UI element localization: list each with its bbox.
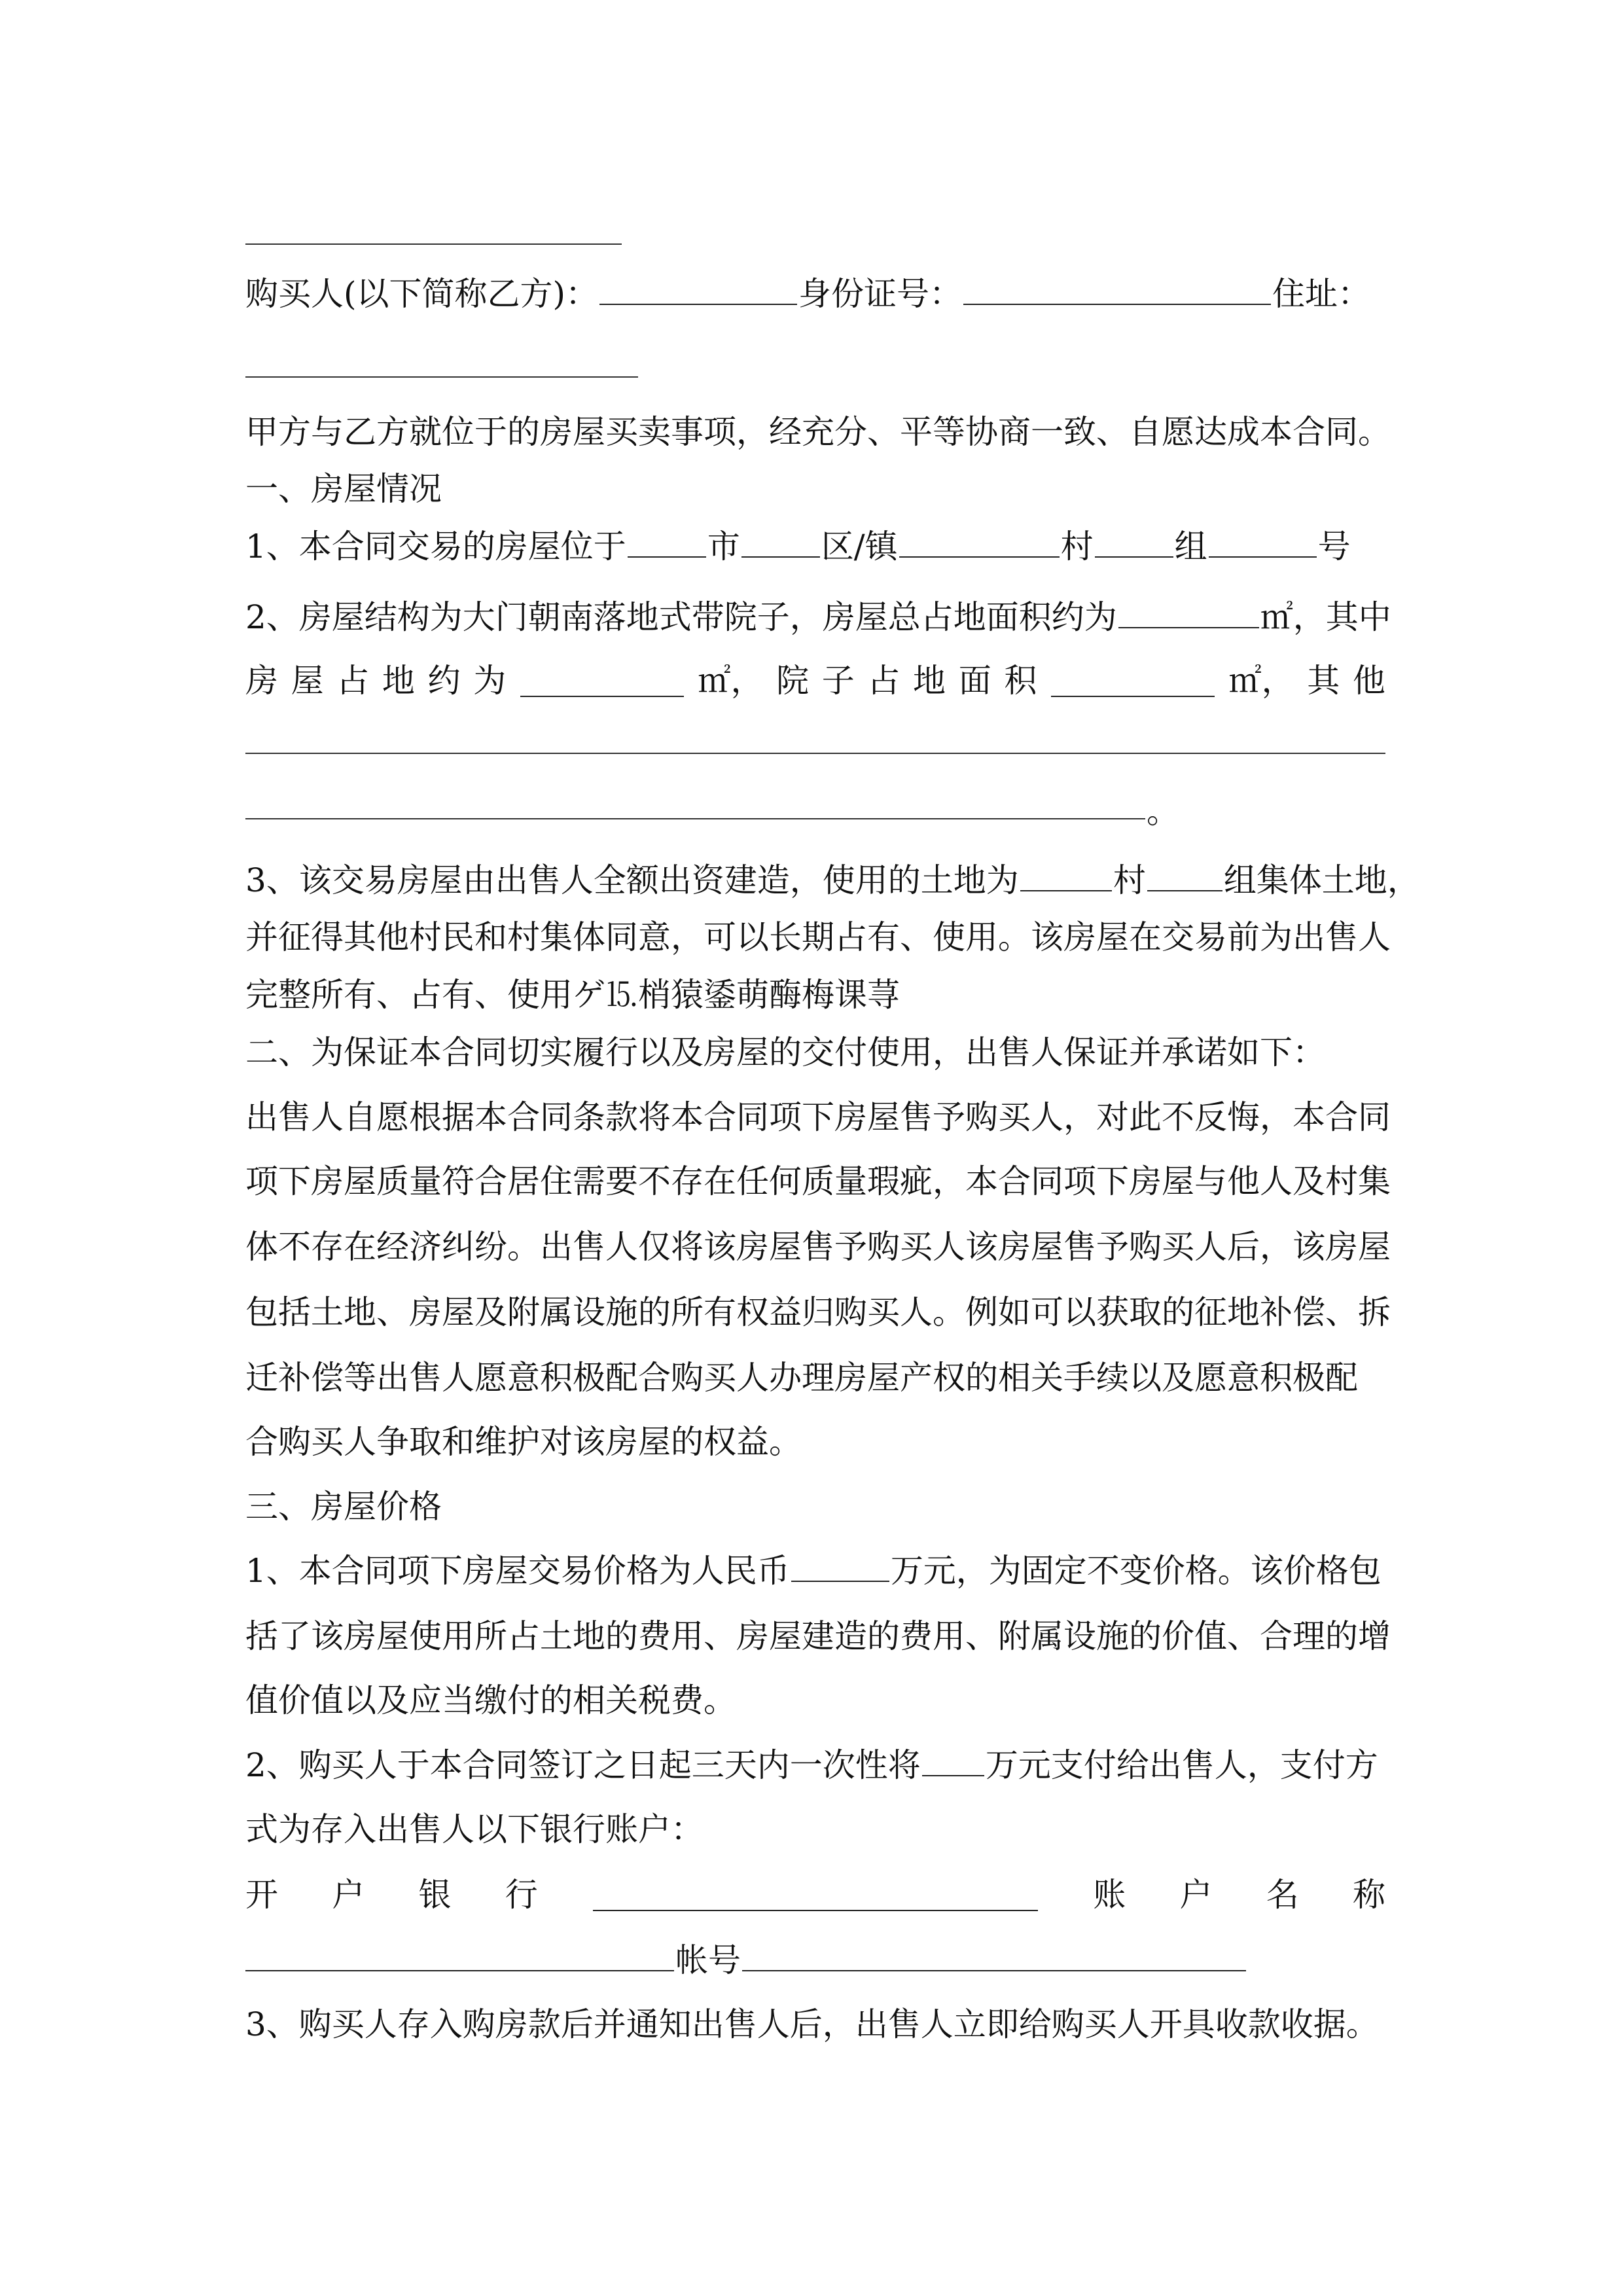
- district-blank[interactable]: [741, 526, 820, 558]
- group-blank[interactable]: [1095, 526, 1173, 558]
- section3-item3: 3、购买人存入购房款后并通知出售人后，出售人立即给购买人开具收款收据。: [245, 2005, 1379, 2043]
- address-blank-line[interactable]: [245, 376, 638, 378]
- section3-item2-line1: 2、购买人于本合同签订之日起三天内一次性将 万元支付给出售人，支付方: [245, 1729, 1385, 1801]
- address-label: 住址：: [1272, 275, 1371, 313]
- house-number-blank[interactable]: [1209, 526, 1317, 558]
- section2-line: 迁补偿等出售人愿意积极配合购买人办理房屋产权的相关手续以及愿意积极配: [245, 1359, 1358, 1397]
- account-line: [245, 1924, 1385, 1996]
- section2-line: 体不存在经济纠纷。出售人仅将该房屋售予购买人该房屋售予购买人后，该房屋: [245, 1228, 1391, 1266]
- village-blank[interactable]: [899, 526, 1060, 558]
- yard-area-blank[interactable]: [1051, 664, 1215, 697]
- section3-item2-line2: 式为存入出售人以下银行账户：: [245, 1810, 704, 1848]
- section1-item3-line3: 完整所有、占有、使用ゲ⒖梢猿鋈萌酶梅课荨: [245, 976, 900, 1014]
- section3-item1-line2: 括了该房屋使用所占土地的费用、房屋建造的费用、附属设施的价值、合理的增: [245, 1617, 1391, 1655]
- section3-item1-line3: 值价值以及应当缴付的相关税费。: [245, 1681, 736, 1719]
- bank-name-blank[interactable]: [593, 1878, 1038, 1911]
- account-number-blank[interactable]: [742, 1939, 1246, 1972]
- payment-amount-blank[interactable]: [922, 1744, 984, 1777]
- section2-heading: 二、为保证本合同切实履行以及房屋的交付使用，出售人保证并承诺如下：: [245, 1033, 1325, 1071]
- city-blank[interactable]: [628, 526, 706, 558]
- account-name-char: 户: [1179, 1876, 1213, 1914]
- buyer-label: 购买人(以下简称乙方)：: [245, 275, 599, 313]
- section1-item1: 1、本合同交易的房屋位于 市 区/镇 村 组 号: [245, 511, 1385, 583]
- account-name-blank[interactable]: [245, 1939, 674, 1972]
- section2-line: 项下房屋质量符合居住需要不存在任何质量瑕疵，本合同项下房屋与他人及村集: [245, 1162, 1391, 1200]
- account-name-char: 名: [1266, 1876, 1299, 1914]
- id-number-label: 身份证号：: [798, 275, 963, 313]
- section3-item1-line1: 1、本合同项下房屋交易价格为人民币 万元，为固定不变价格。该价格包: [245, 1535, 1385, 1607]
- section2-line: 包括土地、房屋及附属设施的所有权益归购买人。例如可以获取的征地补偿、拆: [245, 1293, 1391, 1331]
- land-village-blank[interactable]: [1020, 859, 1112, 892]
- account-name-char: 称: [1353, 1876, 1385, 1914]
- bank-line: [245, 1859, 1385, 1931]
- bank-char: 开: [245, 1876, 278, 1914]
- other-description-end: 。: [1147, 793, 1179, 831]
- total-area-blank[interactable]: [1118, 596, 1259, 629]
- account-name-char: 账: [1093, 1876, 1126, 1914]
- intro-paragraph: 甲方与乙方就位于的房屋买卖事项，经充分、平等协商一致、自愿达成本合同。: [245, 413, 1391, 451]
- land-group-blank[interactable]: [1147, 859, 1222, 892]
- section3-heading: 三、房屋价格: [245, 1488, 442, 1526]
- id-number-blank[interactable]: [963, 273, 1271, 306]
- section1-item3-line1: 3、该交易房屋由出售人全额出资建造，使用的土地为 村 组集体土地，: [245, 844, 1385, 916]
- section1-item3-line2: 并征得其他村民和村集体同意，可以长期占有、使用。该房屋在交易前为出售人: [245, 918, 1391, 956]
- section1-heading: 一、房屋情况: [245, 470, 442, 508]
- house-area-blank[interactable]: [520, 664, 684, 697]
- bank-char: 行: [505, 1876, 538, 1914]
- price-blank[interactable]: [791, 1550, 889, 1583]
- bank-char: 银: [418, 1876, 452, 1914]
- section1-item2-line1: 2、房屋结构为大门朝南落地式带院子，房屋总占地面积约为 ㎡，其中: [245, 581, 1385, 653]
- section2-line: 合购买人争取和维护对该房屋的权益。: [245, 1423, 802, 1461]
- section2-line: 出售人自愿根据本合同条款将本合同项下房屋售予购买人，对此不反悔，本合同: [245, 1098, 1391, 1136]
- other-description-line-2[interactable]: [245, 818, 1145, 819]
- account-number-label: 帐号: [675, 1941, 741, 1979]
- buyer-line: [245, 258, 1385, 330]
- buyer-name-blank[interactable]: [599, 273, 797, 306]
- bank-char: 户: [332, 1876, 365, 1914]
- address-continuation-line: [245, 243, 622, 245]
- section1-item2-line2: 房 屋 占 地 约 为 ㎡， 院 子 占 地 面 积 ㎡， 其 他: [245, 662, 1385, 700]
- other-description-line-1[interactable]: [245, 753, 1385, 754]
